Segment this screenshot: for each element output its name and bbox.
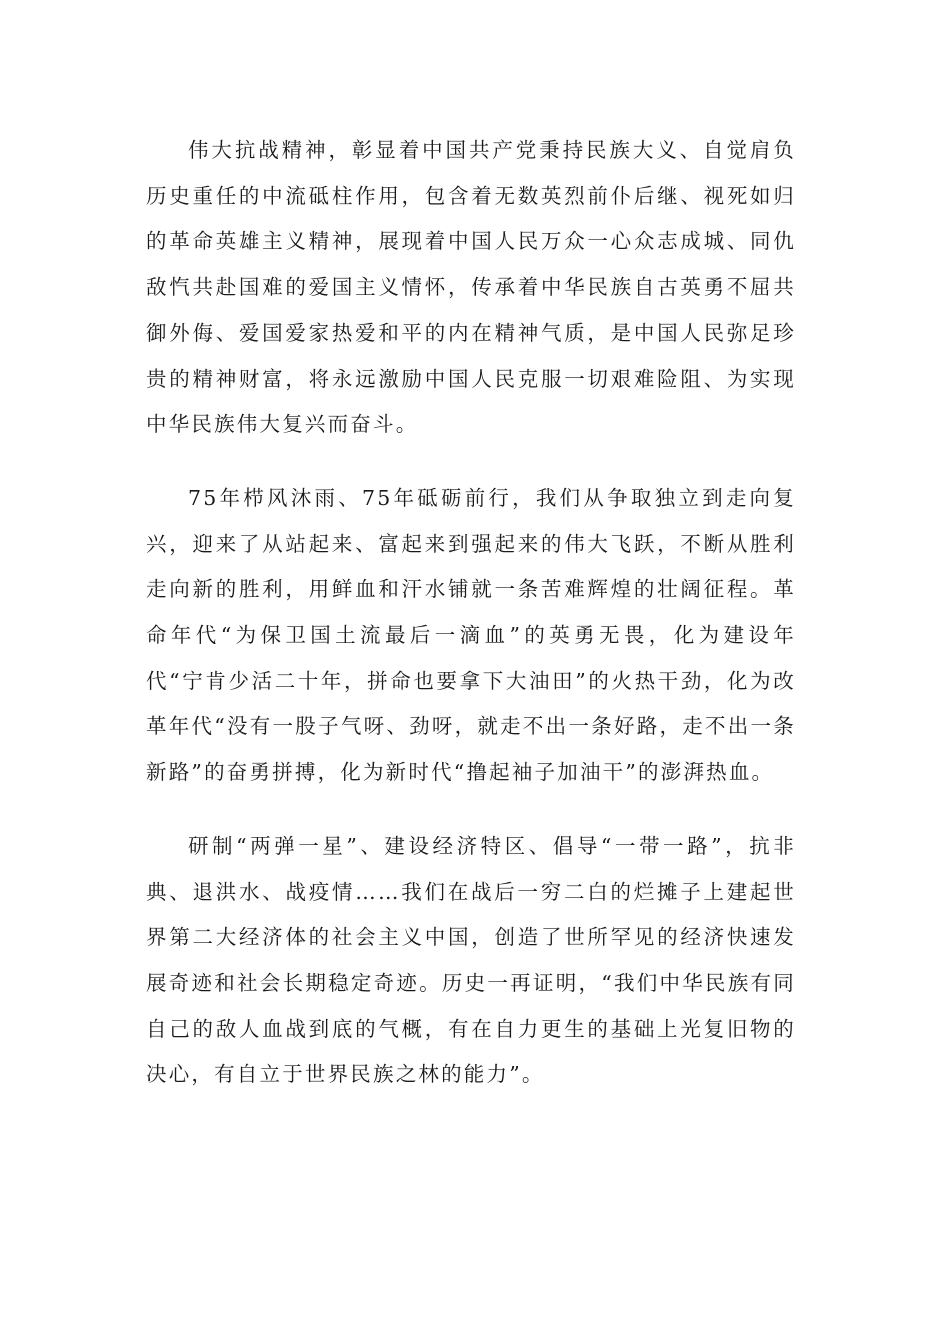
paragraph-1: 伟大抗战精神，彰显着中国共产党秉持民族大义、自觉肩负历史重任的中流砥柱作用，包含着无数英烈前仆后继、视死如归的革命英雄主义精神，展现着中国人民万众一心众志成城、同仇敌忾共赴国难的爱国主义情怀，传承着中华民族自古英勇不屈共御外侮、爱国爱家热爱和平的内在精神气质，是中国人民弥足珍贵的精神财富，将永远激励中国人民克服一切艰难险阻、为实现中华民族伟大复兴而奋斗。 [146,138,796,437]
paragraph-3: 研制“两弹一星”、建设经济特区、倡导“一带一路”，抗非典、退洪水、战疫情……我们在战后一穷二白的烂摊子上建起世界第二大经济体的社会主义中国，创造了世所罕见的经济快速发展奇迹和社会长期稳定奇迹。历史一再证明，“我们中华民族有同自己的敌人血战到底的气概，有在自力更生的基础上光复旧物的决心，有自立于世界民族之林的能力”。 [146,833,796,1087]
paragraph-2: 75年栉风沐雨、75年砥砺前行，我们从争取独立到走向复兴，迎来了从站起来、富起来到强起来的伟大飞跃，不断从胜利走向新的胜利，用鲜血和汗水铺就一条苦难辉煌的壮阔征程。革命年代“为保卫国土流最后一滴血”的英勇无畏，化为建设年代“宁肯少活二十年，拼命也要拿下大油田”的火热干劲，化为改革年代“没有一股子气呀、劲呀，就走不出一条好路，走不出一条新路”的奋勇拼搏，化为新时代“撸起袖子加油干”的澎湃热血。 [146,485,796,785]
document-body [146,128,796,1098]
